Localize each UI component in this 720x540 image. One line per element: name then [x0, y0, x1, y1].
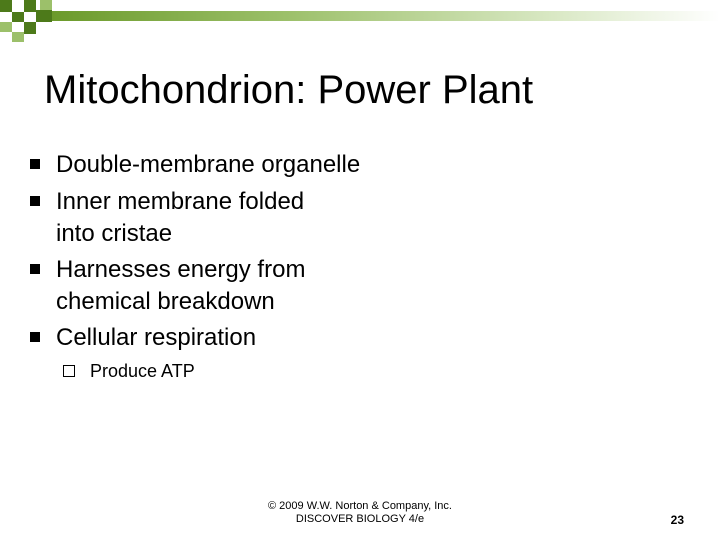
header-bar: [52, 11, 720, 21]
slide-title: Mitochondrion: Power Plant: [44, 68, 534, 112]
sub-bullet-text: Produce ATP: [90, 361, 195, 381]
square-bullet-icon: [30, 264, 40, 274]
bullet-text: [56, 149, 360, 181]
book-title-text: DISCOVER BIOLOGY 4/e: [295, 513, 425, 525]
bullet-line: Inner membrane folded: [56, 188, 305, 215]
square-bullet-icon: [30, 196, 40, 206]
bullet-text: [56, 322, 256, 354]
corner-pattern-icon: [0, 0, 60, 44]
bullet-line: Harnesses energy from: [56, 256, 306, 283]
bullet-line: chemical breakdown: [56, 288, 275, 315]
copyright-text: © 2009 W.W. Norton & Company, Inc.: [268, 500, 452, 512]
hollow-square-bullet-icon: [63, 365, 75, 377]
slide-footer: [200, 500, 520, 526]
bullet-line: Double‑membrane organelle: [56, 151, 361, 178]
bullet-line: Cellular respiration: [56, 324, 257, 351]
bullet-text: [56, 186, 304, 250]
page-number: 23: [670, 513, 684, 527]
square-bullet-icon: [30, 332, 40, 342]
square-bullet-icon: [30, 159, 40, 169]
bullet-line: into cristae: [56, 220, 173, 247]
bullet-text: [56, 254, 305, 318]
